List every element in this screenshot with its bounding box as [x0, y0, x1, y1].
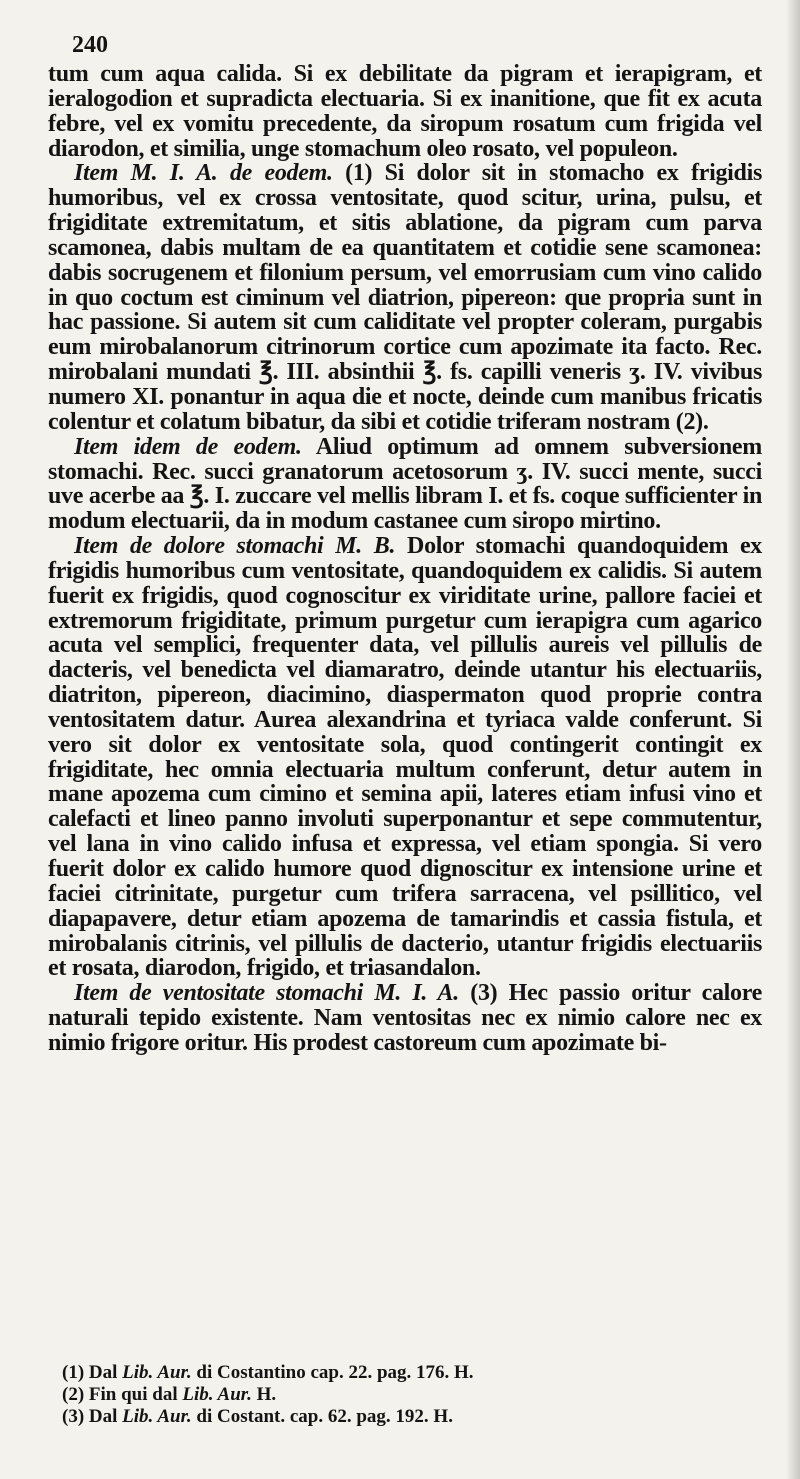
footnote-pre: Fin qui dal — [88, 1384, 178, 1405]
footnote-mark: (3) — [62, 1406, 85, 1427]
paragraph-2 — [48, 161, 762, 434]
paragraph-text: (1) Si dolor sit in stomacho ex frigidis humoribus, vel ex crossa ventositate, quod scitur, urina, pulsu, et frigiditate extremitatum, et sitis ablatione, da pigram cum parva scamonea, dabis multam de ea quantitatem et cotidie sene scamonea: dabis socrugenem et filonium persum, vel emorrusiam cum vino calido in quo coctum est ciminum vel diatrion, pipereon: que propria sunt in hac passione. Si autem sit cum caliditate vel propter coleram, purgabis eum mirobalanorum citrinorum cortice cum apozimate ita facto. Rec. mirobalani mundati ℥. III. absinthii ℥. fs. capilli veneris ʒ. IV. vivibus numero XI. ponantur in aqua die et nocte, deinde cum manibus fricatis colentur et colatum bibatur, da sibi et cotidie triferam nostram (2). — [48, 160, 762, 435]
footnote-post: H. — [256, 1384, 277, 1405]
footnote-pre: Dal — [88, 1406, 118, 1427]
footnote-source: Lib. Aur. — [122, 1406, 192, 1427]
paragraph-text: (3) Hec passio oritur calore naturali tepido existente. Nam ventositas nec ex nimio calore nec ex nimio frigore oritur. His prodest castoreum cum apozimate bi- — [48, 980, 762, 1056]
footnote-3 — [62, 1406, 752, 1428]
paragraph-1 — [48, 62, 762, 161]
footnotes — [62, 1362, 752, 1428]
footnote-mark: (1) — [62, 1362, 85, 1383]
footnote-mark: (2) — [62, 1384, 85, 1405]
paragraph-text: Dolor stomachi quandoquidem ex frigidis humoribus cum ventositate, quandoquidem ex calidis. Si autem fuerit ex frigidis, quod cognoscitur ex viriditate urine, pallore faciei et extremorum frigiditate, primum purgetur cum ierapigra cum agarico acuta vel semplici, frequenter data, vel pillulis aureis vel pillulis de dacteris, vel benedicta vel diamaratro, deinde utantur his electuariis, diatriton, pipereon, diacimino, diaspermaton quod proprie contra ventositatem datur. Aurea alexandrina et tyriaca valde conferunt. Si vero sit dolor ex ventositate sola, quod contingerit contingit ex frigiditate, hec omnia electuaria multum conferunt, detur autem in mane apozema cum cimino et semina apii, lateres etiam infusi vino et calefacti et lineo panno involuti superponantur et sepe commutentur, vel lana in vino calido infusa et expressa, vel etiam spongia. Si vero fuerit dolor ex calido humore quod dignoscitur ex intensione urine et faciei citrinitate, purgetur cum trifera sarracena, vel psillitico, vel diapapavere, detur etiam apozema de tamarindis et cassia fistula, et mirobalanis citrinis, vel pillulis de dacterio, utantur frigidis electuariis et rosata, diarodon, frigido, et triasandalon. — [48, 533, 763, 982]
footnote-2 — [62, 1384, 752, 1406]
paragraph-text: tum cum aqua calida. Si ex debilitate da pigram et ierapigram, et ieralogodion et supradicta electuaria. Si ex inanitione, que fit ex acuta febre, vel ex vomitu precedente, da siropum rosatum cum frigida vel diarodon, et similia, unge stomachum oleo rosato, vel populeon. — [48, 61, 762, 162]
paragraph-5 — [48, 981, 762, 1056]
book-page — [48, 28, 762, 1056]
paragraph-rubric: Item idem de eodem. — [74, 433, 302, 460]
paragraph-text: Aliud optimum ad omnem subversionem stomachi. Rec. succi granatorum acetosorum ʒ. IV. succi mente, succi uve acerbe aa ℥. I. zuccare vel mellis libram I. et fs. coque sufficienter in modum electuarii, da in modum castanee cum siropo mirtino. — [48, 433, 762, 535]
footnote-source: Lib. Aur. — [122, 1362, 192, 1383]
paragraph-rubric: Item de dolore stomachi M. B. — [74, 533, 396, 560]
paragraph-rubric: Item de ventositate stomachi M. I. A. — [74, 980, 459, 1007]
paragraph-3 — [48, 435, 762, 534]
footnote-source: Lib. Aur. — [182, 1384, 252, 1405]
footnote-pre: Dal — [88, 1362, 118, 1383]
footnote-post: di Costant. cap. 62. pag. 192. H. — [196, 1406, 453, 1427]
footnote-post: di Costantino cap. 22. pag. 176. H. — [196, 1362, 474, 1383]
footnote-1 — [62, 1362, 752, 1384]
paragraph-4 — [48, 534, 762, 981]
page-edge-shadow — [786, 0, 800, 1479]
paragraph-rubric: Item M. I. A. de eodem. — [74, 160, 333, 187]
body-text — [48, 62, 762, 1056]
page-number: 240 — [72, 32, 108, 58]
